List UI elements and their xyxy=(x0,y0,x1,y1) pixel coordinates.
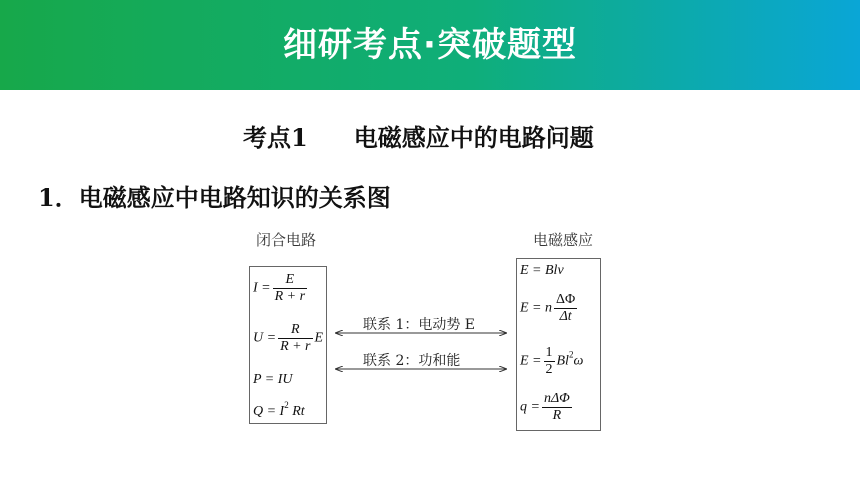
subheading-index: 1． xyxy=(38,183,79,212)
em-induction-label: 电磁感应 xyxy=(533,231,594,249)
formula-faraday-emf: E = n $\frac{\Delta\Phi}{\Delta t}$ xyxy=(520,292,576,324)
formula-heat: $Q = I^2$ Rt xyxy=(253,400,305,419)
banner-title: 细研考点·突破题型 xyxy=(283,25,577,65)
formula-rotating-emf: E = $\frac{1}{2}$ Bl$^2$ω xyxy=(520,345,584,377)
formula-voltage: U = $\frac{R}{R + r}$ E xyxy=(253,322,324,354)
subheading-text: 电磁感应中电路知识的关系图 xyxy=(78,184,391,212)
section-number: 考点1 xyxy=(243,123,308,152)
section-name: 电磁感应中的电路问题 xyxy=(353,123,594,152)
formula-current: I = $\frac{E}{R + r}$ xyxy=(253,272,306,304)
formula-power: P = IU xyxy=(253,372,293,387)
closed-circuit-label: 闭合电路 xyxy=(256,231,317,249)
formula-motional-emf: E = Blv xyxy=(520,263,564,278)
formula-charge: q = $\frac{\text{nΔΦ}}{R}$ xyxy=(520,391,570,423)
section-title xyxy=(243,118,594,153)
link2-label: 联系 2：功和能 xyxy=(363,353,461,369)
link1-label: 联系 1：电动势 E xyxy=(363,317,476,333)
subheading xyxy=(38,178,391,213)
